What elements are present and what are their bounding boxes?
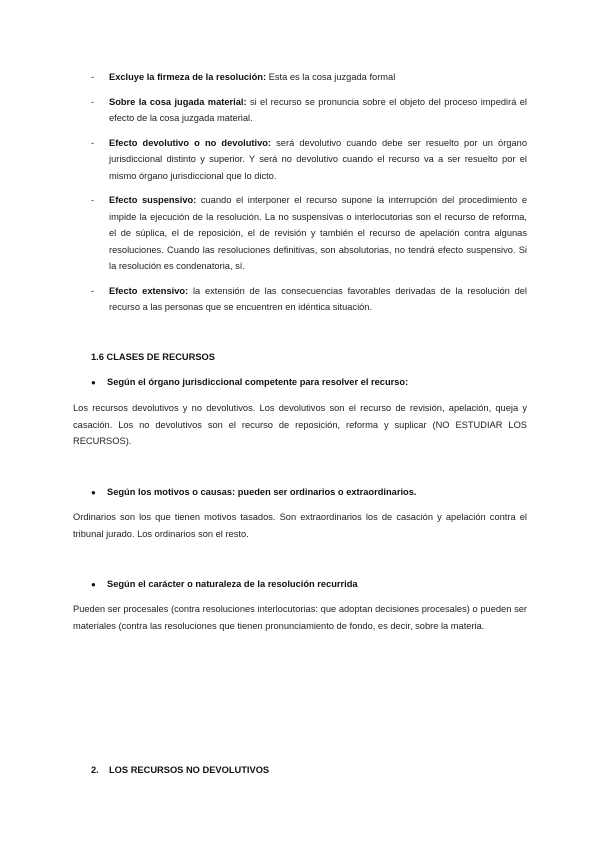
item-text: la extensión de las consecuencias favorables derivadas de la resolución del recurso a las personas que se encuentren en idéntica situación. [109,285,527,312]
item-title: Efecto extensivo: [109,285,189,296]
list-item [91,283,527,316]
bullet-icon: ● [91,378,96,387]
item-text: será devolutivo cuando debe ser resuelto por un órgano jurisdiccional distinto y superior. Y será no devolutivo cuando el recurso va a ser resuelto por el mismo órgano jurisdiccional que lo dicto. [109,137,527,181]
item-text: Esta es la cosa juzgada formal [266,72,396,82]
item-title: Sobre la cosa jugada material: [109,96,247,107]
section-heading: 1.6 CLASES DE RECURSOS [91,352,215,362]
list-item [91,94,527,127]
paragraph: Los recursos devolutivos y no devolutivos. Los devolutivos son el recurso de revisión, apelación, queja y casación. Los no devolutivos son el recurso de reposición, reforma y suplicar (NO ESTUDIAR LOS RECURSOS). [73,403,527,446]
dash-marker: - [91,195,95,205]
item-title: Efecto suspensivo: [109,195,197,205]
bullet-text: Según el carácter o naturaleza de la resolución recurrida [107,579,358,589]
list-item [91,135,527,185]
dash-marker: - [91,137,95,148]
paragraph: Pueden ser procesales (contra resoluciones interlocutorias: que adoptan decisiones procesales) o pueden ser materiales (contra las resoluciones que tienen pronunciamiento de fondo, es decir, sobre la materia. [73,604,527,631]
bullet-heading [91,374,408,392]
dash-marker: - [91,72,95,82]
bullet-heading [91,484,416,502]
bullet-text: Según el órgano jurisdiccional competente para resolver el recurso: [107,377,409,387]
chapter-title: LOS RECURSOS NO DEVOLUTIVOS [109,765,270,775]
bullet-icon: ● [91,488,96,497]
item-text: cuando el interponer el recurso supone la interrupción del procedimiento e impide la ejecución de la resolución. La no suspensivas o interlocutorias son el recurso de reforma, el de súplica, el de reposición, el de revisión y también el recurso de apelación contra algunas resoluciones. Cuando las resoluciones definitivas, son absolutorias, no tendrá efecto suspensivo. Si la resolución es condenatoria, sí. [109,195,527,271]
chapter-heading [91,762,269,779]
bullet-heading [91,576,358,594]
list-item [91,192,527,275]
bullet-text: Según los motivos o causas: pueden ser ordinarios o extraordinarios. [107,487,417,497]
paragraph: Ordinarios son los que tienen motivos tasados. Son extraordinarios los de casación y apelación contra el tribunal jurado. Los ordinarios son el resto. [73,512,527,539]
effects-list [91,69,527,324]
item-title: Excluye la firmeza de la resolución: [109,72,267,82]
dash-marker: - [91,96,95,107]
list-item [91,69,527,86]
item-text: si el recurso se pronuncia sobre el objeto del proceso impedirá el efecto de la cosa juzgada material. [109,96,527,123]
bullet-icon: ● [91,580,96,589]
chapter-number: 2. [91,765,99,775]
item-title: Efecto devolutivo o no devolutivo: [109,137,272,148]
dash-marker: - [91,285,95,296]
